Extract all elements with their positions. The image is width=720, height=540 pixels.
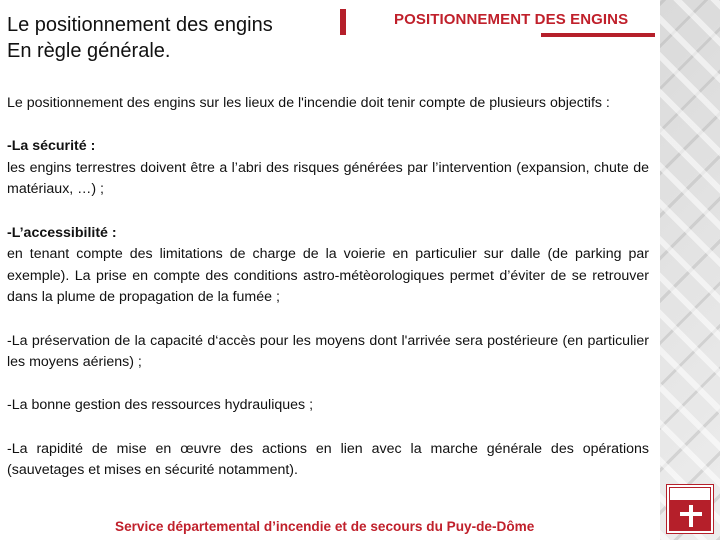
logo-cross-vertical	[689, 505, 693, 527]
title-line-1: Le positionnement des engins	[7, 14, 273, 36]
body-text	[7, 93, 649, 503]
item-accessibilite	[7, 223, 649, 309]
logo-shield	[669, 501, 711, 531]
logo-top-band	[669, 487, 711, 501]
title-line-2: En règle générale.	[7, 40, 171, 62]
slide-title	[7, 12, 273, 64]
intro-paragraph: Le positionnement des engins sur les lieux de l'incendie doit tenir compte de plusieurs objectifs :	[7, 95, 610, 111]
item-label: -L’accessibilité :	[7, 224, 117, 241]
item-text: les engins terrestres doivent être a l’abri des risques générées par l’intervention (expansion, chute de matériaux, …) ;	[7, 159, 649, 198]
item-preservation: -La préservation de la capacité d‘accès pour les moyens dont l'arrivée sera postérieure (en particulier les moyens aériens) ;	[7, 332, 649, 371]
sdis-logo	[666, 484, 714, 534]
item-text: en tenant compte des limitations de charge de la voierie en particulier sur dalle (de parking par exemple). La prise en compte des conditions astro-métèorologiques permet d’éviter de se retrouver dans la plume de propagation de la fumée ;	[7, 246, 649, 306]
logo-cross-horizontal	[680, 512, 702, 516]
item-securite	[7, 136, 649, 201]
item-label: -La sécurité :	[7, 138, 96, 155]
title-divider	[340, 9, 346, 35]
heading-underline	[541, 33, 655, 37]
item-ressources: -La bonne gestion des ressources hydrauliques ;	[7, 397, 314, 414]
section-heading: POSITIONNEMENT DES ENGINS	[394, 11, 629, 28]
item-rapidite: -La rapidité de mise en œuvre des actions en lien avec la marche générale des opérations (sauvetages et mises en sécurité notamment).	[7, 440, 649, 479]
footer-organization: Service départemental d’incendie et de secours du Puy-de-Dôme	[115, 519, 535, 534]
